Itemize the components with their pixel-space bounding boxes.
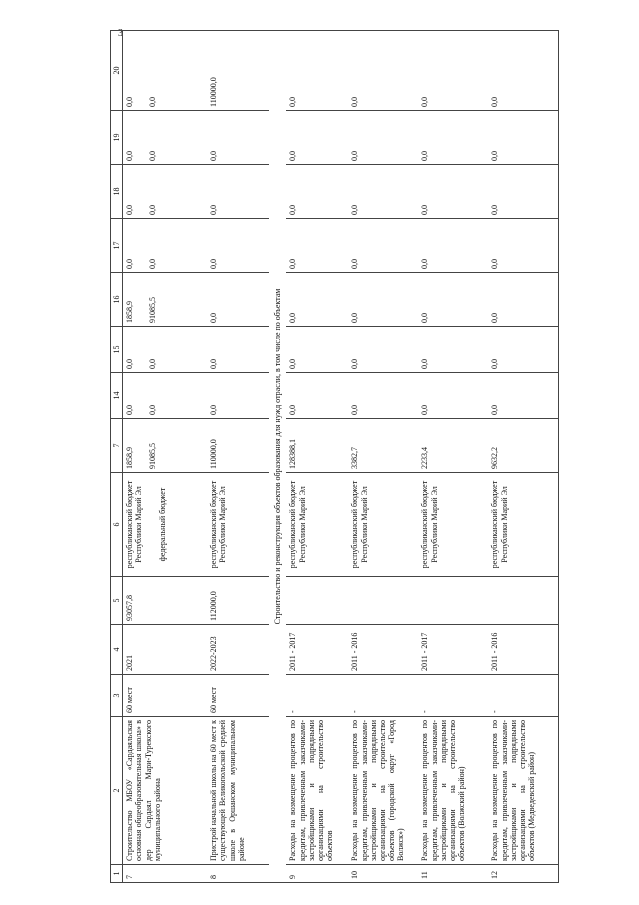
value-cell: 0,0 — [488, 273, 559, 327]
row-number: 10 — [348, 865, 418, 883]
value-cell: 0,0 — [207, 219, 269, 273]
value-cell: 0,0 — [286, 327, 348, 373]
col-header: 15 — [111, 327, 123, 373]
col-header: 7 — [111, 419, 123, 473]
estimated-cost — [418, 577, 488, 625]
value-cell: 0,0 — [286, 273, 348, 327]
capacity: - — [286, 675, 348, 717]
table-row — [207, 31, 269, 883]
table-row — [286, 31, 348, 883]
estimated-cost — [348, 577, 418, 625]
value-cell: 0,0 — [207, 327, 269, 373]
period: 2011 - 2016 — [348, 625, 418, 675]
col-header: 17 — [111, 219, 123, 273]
value-cell: 2233,4 — [418, 419, 488, 473]
estimated-cost: 93057,8 — [123, 577, 208, 625]
column-number-header — [111, 31, 123, 883]
value-cell: 0,0 — [286, 31, 348, 111]
value-cell: 0,0 — [488, 111, 559, 165]
object-name: Строительство МБОУ «Сардаяльская основная общеобразовательная школа» в дер Сардаял Мари-Турекского муниципального района — [123, 717, 208, 865]
value: 0,0 — [125, 97, 135, 107]
value-cell: 0,0 — [348, 219, 418, 273]
col-header: 3 — [111, 675, 123, 717]
value-cell: 0,0 — [488, 327, 559, 373]
capacity: - — [418, 675, 488, 717]
value-cell: 128388,1 — [286, 419, 348, 473]
investment-table — [110, 30, 559, 883]
value: 0,0 — [148, 359, 158, 369]
value-cell: 0,0 — [286, 373, 348, 419]
value-cell — [123, 419, 208, 473]
source-line: республиканский бюджет Республики Марий Эл — [125, 480, 144, 569]
value-cell: 0,0 — [348, 165, 418, 219]
funding-source: республиканский бюджет Республики Марий Эл — [286, 473, 348, 577]
value-cell: 9632,2 — [488, 419, 559, 473]
value-cell: 0,0 — [418, 165, 488, 219]
value-cell: 0,0 — [488, 373, 559, 419]
value-cell: 0,0 — [348, 31, 418, 111]
object-name: Пристрой начальной школы на 60 мест к существующей Великопольской средней школе в Оршанском муниципальном районе — [207, 717, 269, 865]
funding-source: республиканский бюджет Республики Марий Эл — [418, 473, 488, 577]
object-name: Расходы на возмещение процентов по кредитам, привлеченным заказчиками-застройщиками и подрядными организациями на строительство объектов — [286, 717, 348, 865]
capacity: - — [488, 675, 559, 717]
estimated-cost — [286, 577, 348, 625]
estimated-cost: 112000,0 — [207, 577, 269, 625]
value: 91085,5 — [148, 297, 158, 323]
capacity: - — [348, 675, 418, 717]
value: 0,0 — [125, 151, 135, 161]
value: 0,0 — [125, 205, 135, 215]
col-header: 16 — [111, 273, 123, 327]
value-cell: 0,0 — [348, 327, 418, 373]
value-cell: 0,0 — [418, 31, 488, 111]
value: 0,0 — [125, 405, 135, 415]
row-number: 12 — [488, 865, 559, 883]
section-title: Строительство и реконструкция объектов образования для нужд отрасли, в том числе по объектам — [269, 31, 286, 883]
value-cell: 0,0 — [286, 219, 348, 273]
capacity: 60 мест — [207, 675, 269, 717]
value-cell: 0,0 — [418, 111, 488, 165]
object-name: Расходы на возмещение процентов по кредитам, привлеченным заказчиками-застройщиками и подрядными организациями на строительство объектов (городской округ «Город Волжск») — [348, 717, 418, 865]
period: 2021 — [123, 625, 208, 675]
value-cell: 0,0 — [418, 273, 488, 327]
funding-source — [123, 473, 208, 577]
row-number: 7 — [123, 865, 208, 883]
value-cell — [123, 219, 208, 273]
table-row — [488, 31, 559, 883]
value: 91085,5 — [148, 443, 158, 469]
value-cell — [123, 373, 208, 419]
value-cell: 110000,0 — [207, 419, 269, 473]
value-cell: 0,0 — [348, 111, 418, 165]
value: 1858,9 — [125, 447, 135, 469]
value: 0,0 — [148, 205, 158, 215]
capacity: 60 мест — [123, 675, 208, 717]
value: 0,0 — [148, 97, 158, 107]
value: 0,0 — [125, 359, 135, 369]
value-cell — [123, 327, 208, 373]
value: 0,0 — [125, 259, 135, 269]
period: 2011 - 2017 — [286, 625, 348, 675]
period: 2011 - 2017 — [418, 625, 488, 675]
value: 0,0 — [148, 405, 158, 415]
col-header: 19 — [111, 111, 123, 165]
estimated-cost — [488, 577, 559, 625]
col-header: 6 — [111, 473, 123, 577]
row-number: 11 — [418, 865, 488, 883]
period: 2011 - 2016 — [488, 625, 559, 675]
value: 0,0 — [148, 151, 158, 161]
value: 1858,9 — [125, 301, 135, 323]
row-number: 8 — [207, 865, 269, 883]
value-cell: 0,0 — [348, 373, 418, 419]
value-cell: 0,0 — [286, 111, 348, 165]
value-cell: 0,0 — [488, 219, 559, 273]
value-cell: 0,0 — [418, 327, 488, 373]
period: 2022-2023 — [207, 625, 269, 675]
row-number: 9 — [286, 865, 348, 883]
funding-source: республиканский бюджет Республики Марий Эл — [207, 473, 269, 577]
value-cell: 110000,0 — [207, 31, 269, 111]
value-cell — [123, 31, 208, 111]
col-header: 2 — [111, 717, 123, 865]
value-cell: 0,0 — [207, 373, 269, 419]
object-name: Расходы на возмещение процентов по кредитам, привлеченным заказчиками-застройщиками и подрядными организациями на строительство объектов (Медведевский район) — [488, 717, 559, 865]
col-header: 4 — [111, 625, 123, 675]
table-row — [348, 31, 418, 883]
col-header: 14 — [111, 373, 123, 419]
value-cell: 0,0 — [207, 273, 269, 327]
value-cell: 3382,7 — [348, 419, 418, 473]
value-cell: 0,0 — [418, 373, 488, 419]
value-cell — [123, 273, 208, 327]
value-cell: 0,0 — [348, 273, 418, 327]
object-name: Расходы на возмещение процентов по кредитам, привлеченным заказчиками-застройщиками и подрядными организациями на строительство объектов (Волжский район) — [418, 717, 488, 865]
funding-source: республиканский бюджет Республики Марий Эл — [488, 473, 559, 577]
value-cell: 0,0 — [286, 165, 348, 219]
page-number: 3 — [118, 28, 123, 39]
value: 0,0 — [148, 259, 158, 269]
table-row — [418, 31, 488, 883]
value-cell — [123, 111, 208, 165]
value-cell: 0,0 — [488, 165, 559, 219]
col-header: 20 — [111, 31, 123, 111]
value-cell: 0,0 — [488, 31, 559, 111]
section-row — [269, 31, 286, 883]
value-cell — [123, 165, 208, 219]
source-line: федеральный бюджет — [157, 487, 167, 562]
funding-source: республиканский бюджет Республики Марий Эл — [348, 473, 418, 577]
col-header: 5 — [111, 577, 123, 625]
value-cell: 0,0 — [207, 111, 269, 165]
value-cell: 0,0 — [418, 219, 488, 273]
value-cell: 0,0 — [207, 165, 269, 219]
table-row — [123, 31, 208, 883]
col-header: 18 — [111, 165, 123, 219]
col-header: 1 — [111, 865, 123, 883]
